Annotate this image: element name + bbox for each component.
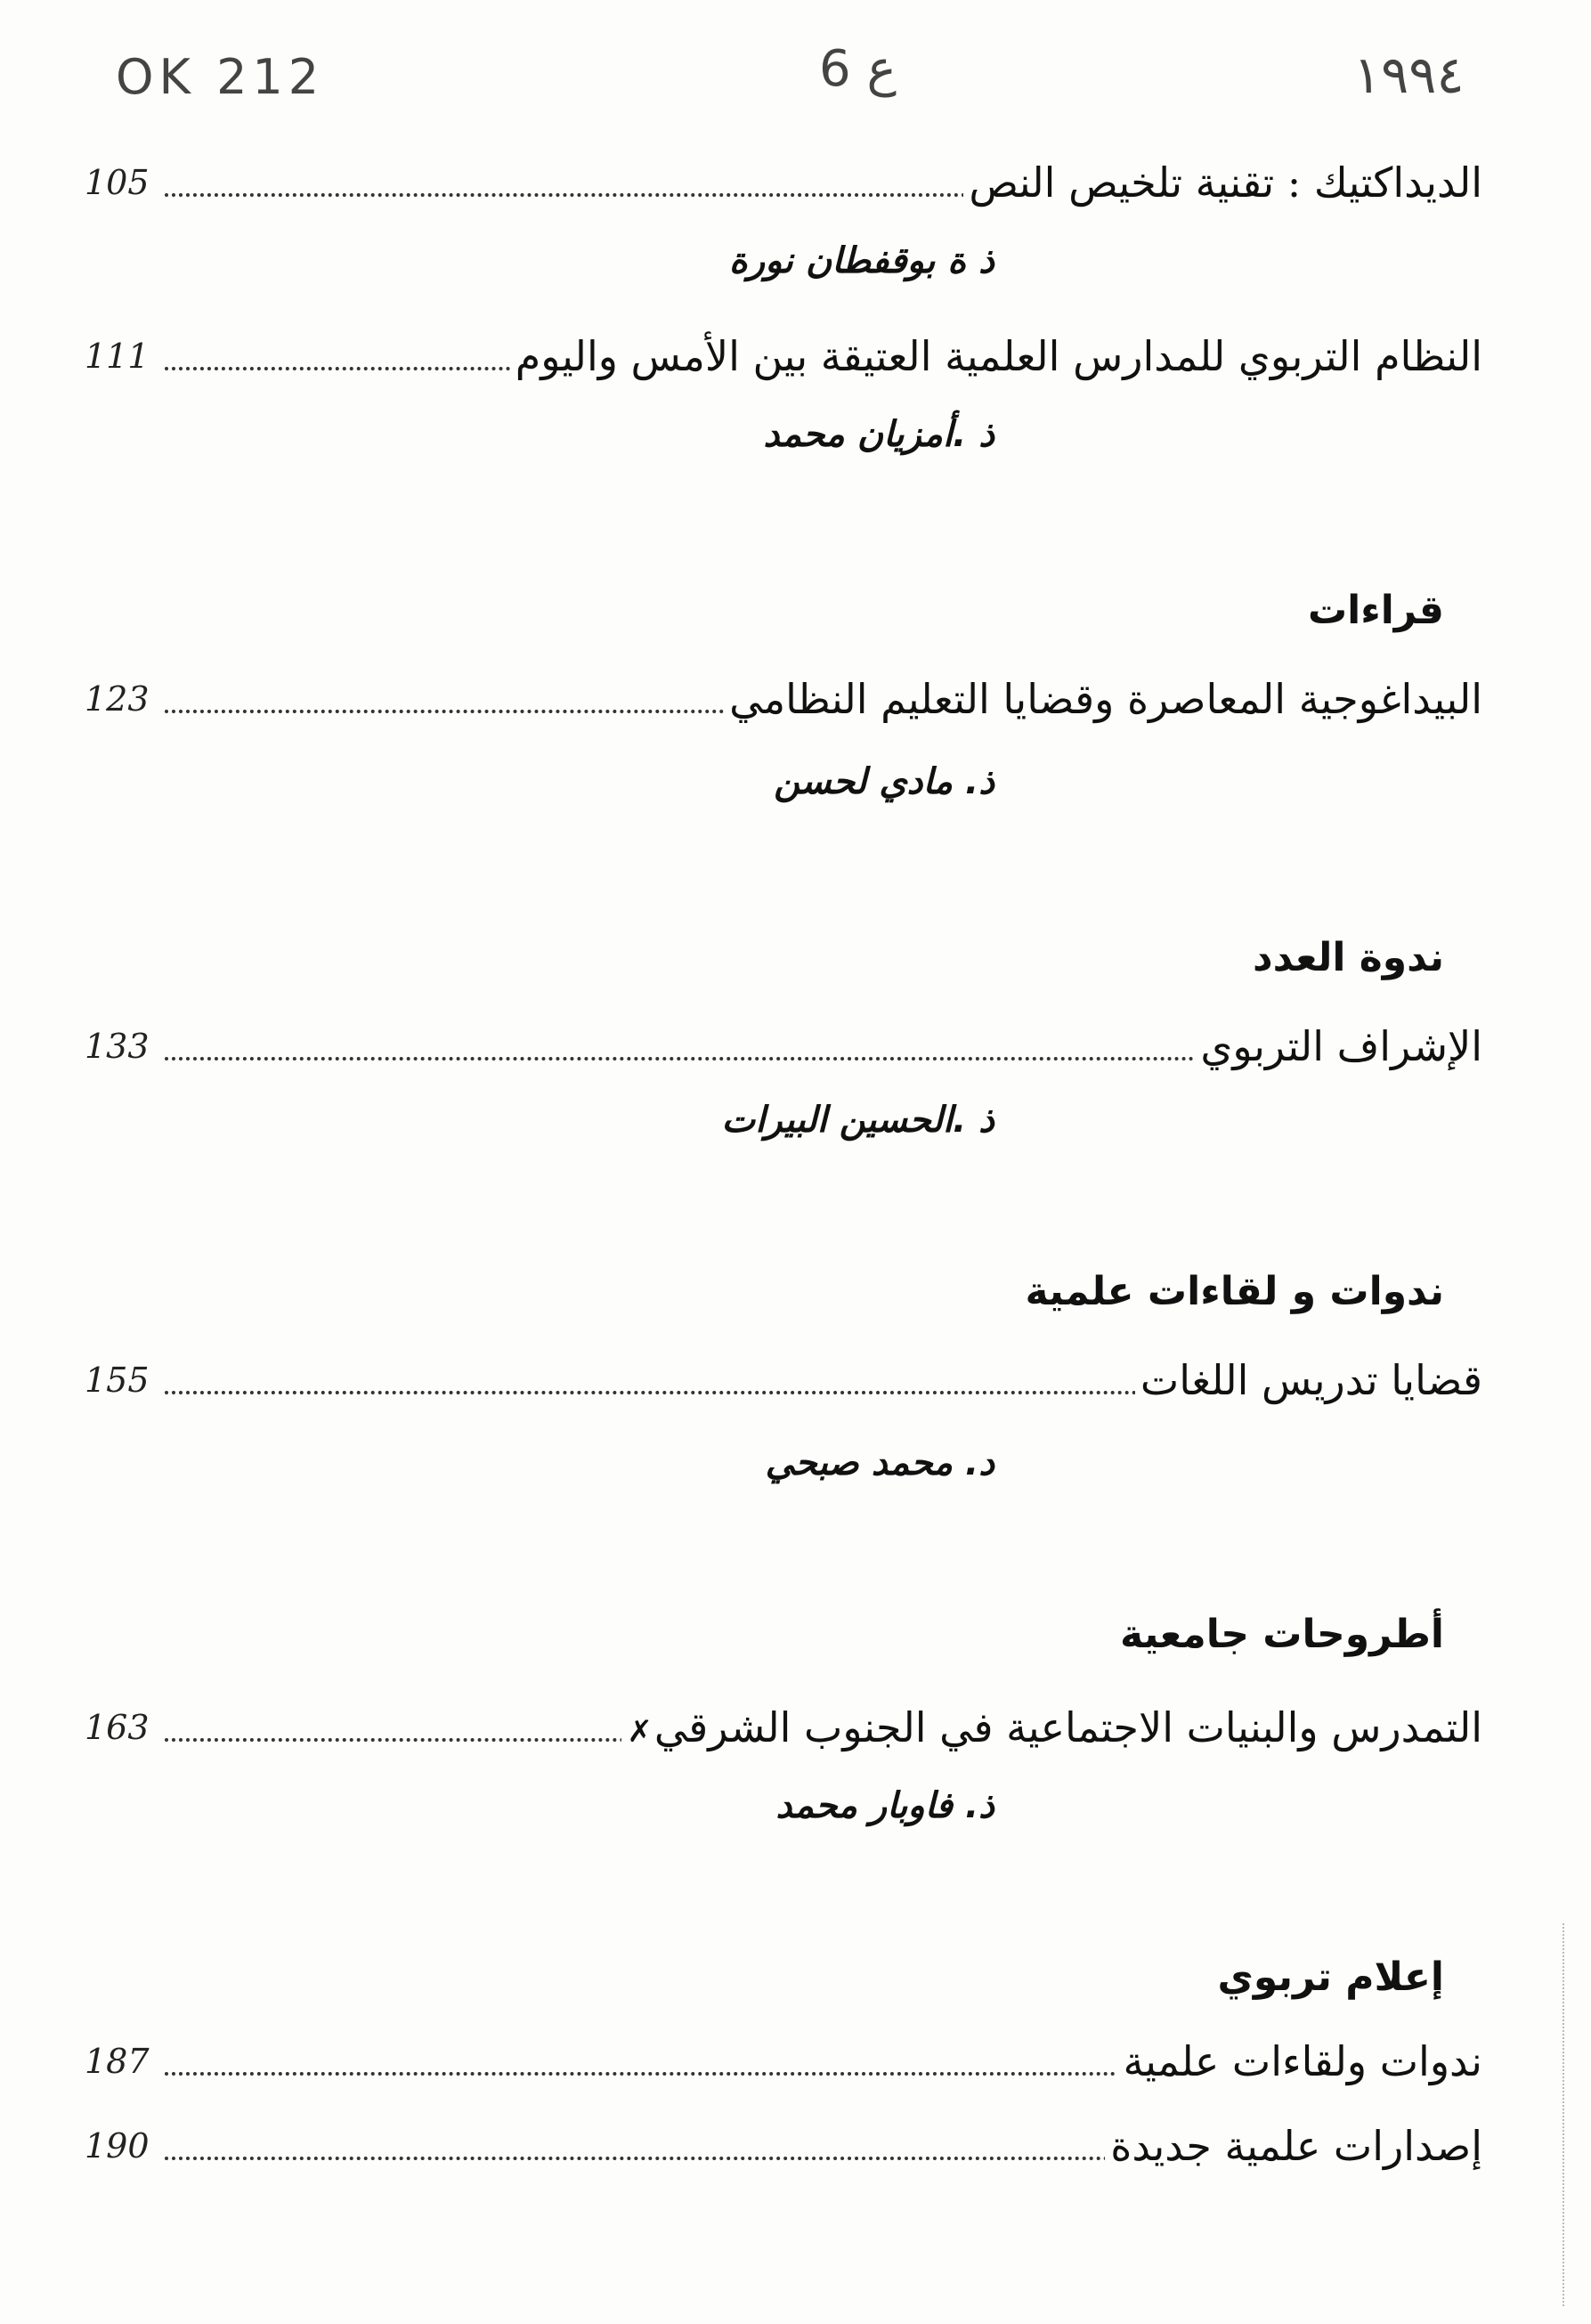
section-heading-symposium: ندوة العدد	[1252, 935, 1444, 980]
toc-page-number: 133	[85, 1027, 150, 1066]
toc-entry	[85, 1692, 1482, 1763]
toc-entry-author: د. محمد صبحي	[765, 1442, 994, 1483]
section-heading-meetings: ندوات و لقاءات علمية	[1025, 1269, 1444, 1314]
toc-page-number: 123	[85, 679, 150, 719]
scan-edge-mark	[1563, 1923, 1564, 2306]
toc-entry	[85, 321, 1482, 392]
toc-entry	[85, 2026, 1482, 2097]
toc-entry-title: قضايا تدريس اللغات	[1135, 1345, 1482, 1416]
toc-page-number: 187	[85, 2042, 150, 2081]
toc-entry	[85, 147, 1482, 218]
toc-entry-title: الإشراف التربوي	[1195, 1011, 1482, 1082]
toc-entry-author: ذ. فاوبار محمد	[775, 1785, 994, 1826]
toc-entry-title-text: التمدرس والبنيات الاجتماعية في الجنوب الشرقي	[653, 1703, 1482, 1751]
toc-entry-title: ندوات ولقاءات علمية	[1117, 2026, 1482, 2097]
toc-entry-title: الديداكتيك : تقنية تلخيص النص	[963, 147, 1482, 218]
toc-page-number: 163	[85, 1708, 150, 1747]
toc-entry-title	[621, 1692, 1482, 1767]
toc-entry-author: ذ. مادي لحسن	[774, 761, 994, 802]
toc-page-number: 105	[85, 163, 150, 202]
toc-page-number: 155	[85, 1361, 150, 1400]
section-heading-media: إعلام تربوي	[1217, 1954, 1444, 2000]
toc-entry-author: ذ ة بوقفطان نورة	[728, 240, 994, 281]
handwritten-cross-mark: ✗	[627, 1714, 653, 1750]
handwritten-catalog-note: OK 212	[116, 49, 325, 105]
handwritten-issue-note: 6 ع	[819, 40, 897, 98]
toc-entry-author: ذ .الحسين البيرات	[721, 1100, 994, 1141]
section-heading-readings: قراءات	[1307, 588, 1444, 633]
toc-entry	[85, 1011, 1482, 1082]
toc-entry-title: النظام التربوي للمدارس العلمية العتيقة بين الأمس واليوم	[510, 321, 1482, 392]
handwritten-year-note: ١٩٩٤	[1353, 45, 1465, 105]
toc-entry	[85, 2110, 1482, 2182]
toc-page-number: 190	[85, 2126, 150, 2166]
toc-entry-title: إصدارات علمية جديدة	[1105, 2110, 1482, 2182]
toc-entry	[85, 663, 1482, 735]
toc-entry-title: البيداغوجية المعاصرة وقضايا التعليم النظامي	[724, 663, 1482, 735]
section-heading-theses: أطروحات جامعية	[1120, 1612, 1444, 1657]
toc-entry	[85, 1345, 1482, 1416]
toc-page-number: 111	[85, 337, 150, 376]
toc-entry-author: ذ .أمزيان محمد	[763, 414, 994, 455]
